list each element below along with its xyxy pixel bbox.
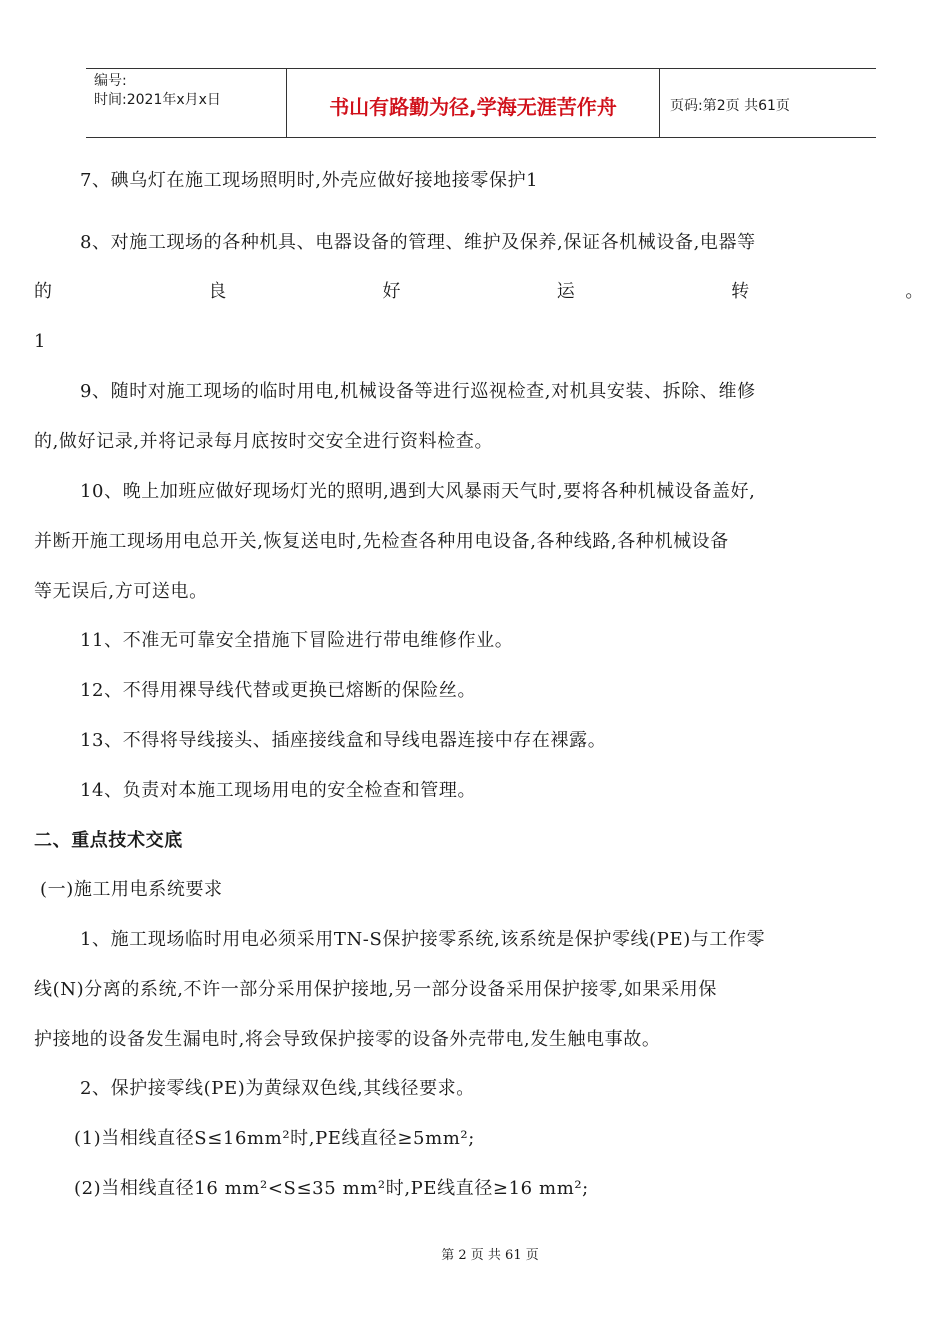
paragraph-line: 线(N)分离的系统,不许一部分采用保护接地,另一部分设备采用保护接零,如果采用保	[34, 979, 717, 1000]
paragraph-line: 等无误后,方可送电。	[34, 581, 208, 602]
section-heading: 二、重点技术交底	[34, 830, 183, 851]
paragraph-line: 护接地的设备发生漏电时,将会导致保护接零的设备外壳带电,发生触电事故。	[34, 1029, 661, 1050]
subsection-heading: (一)施工用电系统要求	[40, 879, 223, 900]
number-label: 编号:	[94, 73, 127, 89]
page-footer: 第 2 页 共 61 页	[441, 1248, 539, 1263]
paragraph-line: 1、施工现场临时用电必须采用TN-S保护接零系统,该系统是保护零线(PE)与工作零	[80, 929, 766, 950]
paragraph-line: 13、不得将导线接头、插座接线盒和导线电器连接中存在裸露。	[80, 730, 607, 751]
paragraph-line: 10、晚上加班应做好现场灯光的照明,遇到大风暴雨天气时,要将各种机械设备盖好,	[80, 481, 756, 502]
justified-word: 运	[556, 281, 576, 302]
justified-word: 好	[382, 281, 402, 302]
justified-word: 。	[905, 281, 924, 302]
paragraph-line: 并断开施工现场用电总开关,恢复送电时,先检查各种用电设备,各种线路,各种机械设备	[34, 531, 729, 552]
paragraph-line: (1)当相线直径S≤16mm²时,PE线直径≥5mm²;	[74, 1128, 475, 1149]
paragraph-line: 的,做好记录,并将记录每月底按时交安全进行资料检查。	[34, 431, 494, 452]
paragraph-line: 14、负责对本施工现场用电的安全检查和管理。	[80, 780, 477, 801]
paragraph-line: 2、保护接零线(PE)为黄绿双色线,其线径要求。	[80, 1078, 475, 1099]
justified-word: 转	[731, 281, 750, 302]
paragraph-line: 9、随时对施工现场的临时用电,机械设备等进行巡视检查,对机具安装、拆除、维修	[80, 381, 756, 402]
time-label: 时间:2021年x月x日	[94, 92, 221, 108]
justified-word: 良	[208, 281, 227, 302]
paragraph-line: 8、对施工现场的各种机具、电器设备的管理、维护及保养,保证各机械设备,电器等	[80, 232, 756, 253]
header-motto: 书山有路勤为径,学海无涯苦作舟	[286, 69, 660, 137]
document-header	[86, 68, 876, 138]
justified-line	[34, 279, 924, 305]
paragraph-line: (2)当相线直径16 mm²<S≤35 mm²时,PE线直径≥16 mm²;	[74, 1178, 589, 1199]
justified-word: 的	[34, 281, 53, 302]
paragraph-line: 12、不得用裸导线代替或更换已熔断的保险丝。	[80, 680, 477, 701]
header-meta	[86, 69, 286, 137]
paragraph-line: 7、碘乌灯在施工现场照明时,外壳应做好接地接零保护1	[80, 170, 539, 191]
header-page-info: 页码:第2页 共61页	[670, 98, 790, 114]
paragraph-line: 1	[34, 331, 47, 352]
paragraph-line: 11、不准无可靠安全措施下冒险进行带电维修作业。	[80, 630, 514, 651]
